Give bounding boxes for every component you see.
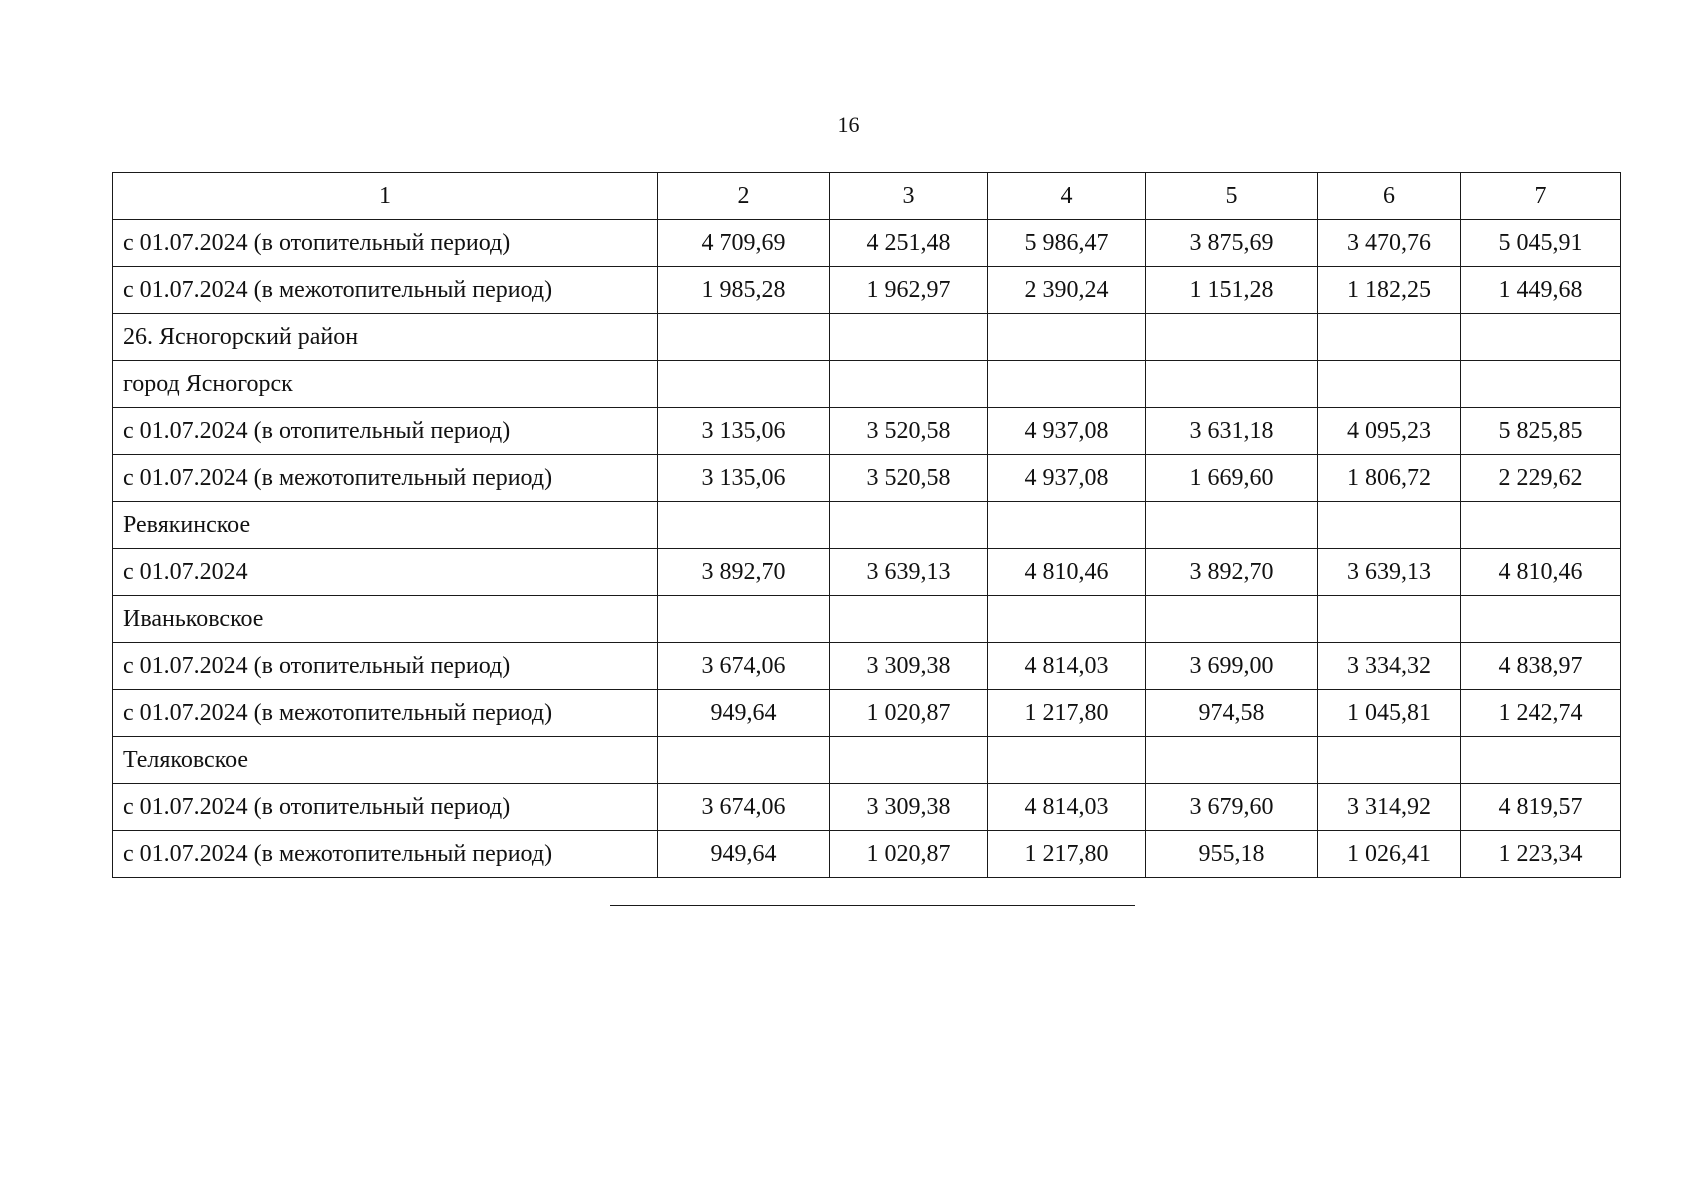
table-row — [113, 361, 1621, 408]
tariff-value-cell: 1 669,60 — [1146, 455, 1318, 502]
table-row — [113, 643, 1621, 690]
tariff-value-cell: 4 937,08 — [988, 408, 1146, 455]
tariff-value-cell: 1 020,87 — [830, 690, 988, 737]
row-label: с 01.07.2024 (в межотопительный период) — [113, 831, 658, 878]
row-label: с 01.07.2024 (в отопительный период) — [113, 784, 658, 831]
row-label: с 01.07.2024 (в отопительный период) — [113, 643, 658, 690]
tariff-value-cell — [830, 596, 988, 643]
table-row — [113, 455, 1621, 502]
table-row — [113, 690, 1621, 737]
tariff-value-cell — [1318, 596, 1461, 643]
tariff-value-cell: 3 674,06 — [658, 784, 830, 831]
table-row — [113, 784, 1621, 831]
column-number: 3 — [830, 173, 988, 220]
tariff-value-cell — [988, 737, 1146, 784]
tariff-value-cell: 1 962,97 — [830, 267, 988, 314]
tariff-value-cell — [988, 596, 1146, 643]
tariff-value-cell: 4 709,69 — [658, 220, 830, 267]
tariff-value-cell — [658, 361, 830, 408]
tariff-value-cell: 1 151,28 — [1146, 267, 1318, 314]
table-row — [113, 314, 1621, 361]
tariff-value-cell — [830, 361, 988, 408]
tariff-value-cell: 2 229,62 — [1461, 455, 1621, 502]
tariff-value-cell: 3 679,60 — [1146, 784, 1318, 831]
row-label: Иваньковское — [113, 596, 658, 643]
tariff-value-cell — [830, 314, 988, 361]
row-label: с 01.07.2024 (в отопительный период) — [113, 408, 658, 455]
tariff-value-cell: 4 095,23 — [1318, 408, 1461, 455]
tariff-value-cell — [1461, 596, 1621, 643]
row-label: Ревякинское — [113, 502, 658, 549]
tariff-value-cell — [658, 314, 830, 361]
tariff-value-cell: 1 045,81 — [1318, 690, 1461, 737]
table-body — [113, 220, 1621, 878]
tariff-value-cell: 3 309,38 — [830, 784, 988, 831]
tariff-value-cell: 4 814,03 — [988, 643, 1146, 690]
tariff-value-cell: 3 892,70 — [658, 549, 830, 596]
tariff-value-cell — [1146, 314, 1318, 361]
tariff-value-cell: 3 314,92 — [1318, 784, 1461, 831]
table-row — [113, 549, 1621, 596]
table-row — [113, 737, 1621, 784]
tariff-value-cell: 974,58 — [1146, 690, 1318, 737]
tariff-value-cell — [658, 596, 830, 643]
tariff-value-cell — [988, 502, 1146, 549]
tariff-value-cell — [1461, 361, 1621, 408]
tariff-value-cell: 3 334,32 — [1318, 643, 1461, 690]
tariff-value-cell: 1 182,25 — [1318, 267, 1461, 314]
tariff-value-cell — [1318, 314, 1461, 361]
tariff-value-cell — [1461, 737, 1621, 784]
tariff-value-cell: 5 045,91 — [1461, 220, 1621, 267]
tariff-value-cell: 1 806,72 — [1318, 455, 1461, 502]
tariff-value-cell: 4 819,57 — [1461, 784, 1621, 831]
tariff-value-cell: 3 639,13 — [1318, 549, 1461, 596]
row-label: с 01.07.2024 (в межотопительный период) — [113, 690, 658, 737]
tariff-value-cell — [658, 502, 830, 549]
column-number: 6 — [1318, 173, 1461, 220]
tariff-value-cell: 3 631,18 — [1146, 408, 1318, 455]
tariff-value-cell: 3 309,38 — [830, 643, 988, 690]
tariff-value-cell: 5 986,47 — [988, 220, 1146, 267]
page-number: 16 — [837, 112, 860, 137]
tariff-value-cell: 3 875,69 — [1146, 220, 1318, 267]
tariff-value-cell — [658, 737, 830, 784]
tariff-value-cell: 3 639,13 — [830, 549, 988, 596]
tariff-value-cell: 3 674,06 — [658, 643, 830, 690]
end-of-document-rule — [610, 905, 1135, 906]
table-row — [113, 502, 1621, 549]
row-label: Теляковское — [113, 737, 658, 784]
tariff-value-cell — [1318, 737, 1461, 784]
tariff-value-cell: 1 985,28 — [658, 267, 830, 314]
table-row — [113, 220, 1621, 267]
tariff-value-cell: 3 135,06 — [658, 408, 830, 455]
tariff-value-cell — [1146, 596, 1318, 643]
tariff-value-cell: 4 810,46 — [988, 549, 1146, 596]
tariff-value-cell: 3 520,58 — [830, 455, 988, 502]
column-number-row — [113, 173, 1621, 220]
column-number: 1 — [113, 173, 658, 220]
tariff-value-cell: 4 838,97 — [1461, 643, 1621, 690]
tariff-value-cell: 1 026,41 — [1318, 831, 1461, 878]
table-row — [113, 267, 1621, 314]
column-number: 7 — [1461, 173, 1621, 220]
row-label: 26. Ясногорский район — [113, 314, 658, 361]
tariff-value-cell — [830, 737, 988, 784]
row-label: с 01.07.2024 (в межотопительный период) — [113, 267, 658, 314]
tariff-value-cell: 4 814,03 — [988, 784, 1146, 831]
tariff-value-cell: 949,64 — [658, 690, 830, 737]
table-row — [113, 831, 1621, 878]
tariff-value-cell: 1 217,80 — [988, 690, 1146, 737]
row-label: с 01.07.2024 (в межотопительный период) — [113, 455, 658, 502]
column-number: 4 — [988, 173, 1146, 220]
tariff-value-cell: 4 937,08 — [988, 455, 1146, 502]
tariff-value-cell: 1 242,74 — [1461, 690, 1621, 737]
row-label: с 01.07.2024 — [113, 549, 658, 596]
tariff-value-cell — [1461, 314, 1621, 361]
tariff-value-cell: 1 223,34 — [1461, 831, 1621, 878]
table-row — [113, 408, 1621, 455]
tariff-value-cell: 4 810,46 — [1461, 549, 1621, 596]
tariff-value-cell — [988, 361, 1146, 408]
tariff-value-cell: 3 520,58 — [830, 408, 988, 455]
tariff-value-cell: 3 135,06 — [658, 455, 830, 502]
tariff-value-cell: 1 449,68 — [1461, 267, 1621, 314]
tariff-value-cell: 949,64 — [658, 831, 830, 878]
tariff-value-cell — [830, 502, 988, 549]
tariff-value-cell: 3 699,00 — [1146, 643, 1318, 690]
tariff-value-cell: 1 020,87 — [830, 831, 988, 878]
tariff-value-cell — [1146, 502, 1318, 549]
tariff-value-cell: 3 470,76 — [1318, 220, 1461, 267]
column-number: 5 — [1146, 173, 1318, 220]
tariff-value-cell — [1461, 502, 1621, 549]
tariff-table — [112, 172, 1621, 878]
tariff-value-cell: 5 825,85 — [1461, 408, 1621, 455]
table-row — [113, 596, 1621, 643]
tariff-value-cell: 4 251,48 — [830, 220, 988, 267]
tariff-value-cell: 2 390,24 — [988, 267, 1146, 314]
tariff-value-cell: 1 217,80 — [988, 831, 1146, 878]
tariff-value-cell — [988, 314, 1146, 361]
row-label: с 01.07.2024 (в отопительный период) — [113, 220, 658, 267]
tariff-value-cell — [1146, 737, 1318, 784]
tariff-value-cell — [1146, 361, 1318, 408]
tariff-value-cell: 3 892,70 — [1146, 549, 1318, 596]
column-number: 2 — [658, 173, 830, 220]
tariff-value-cell — [1318, 361, 1461, 408]
row-label: город Ясногорск — [113, 361, 658, 408]
tariff-value-cell: 955,18 — [1146, 831, 1318, 878]
tariff-value-cell — [1318, 502, 1461, 549]
